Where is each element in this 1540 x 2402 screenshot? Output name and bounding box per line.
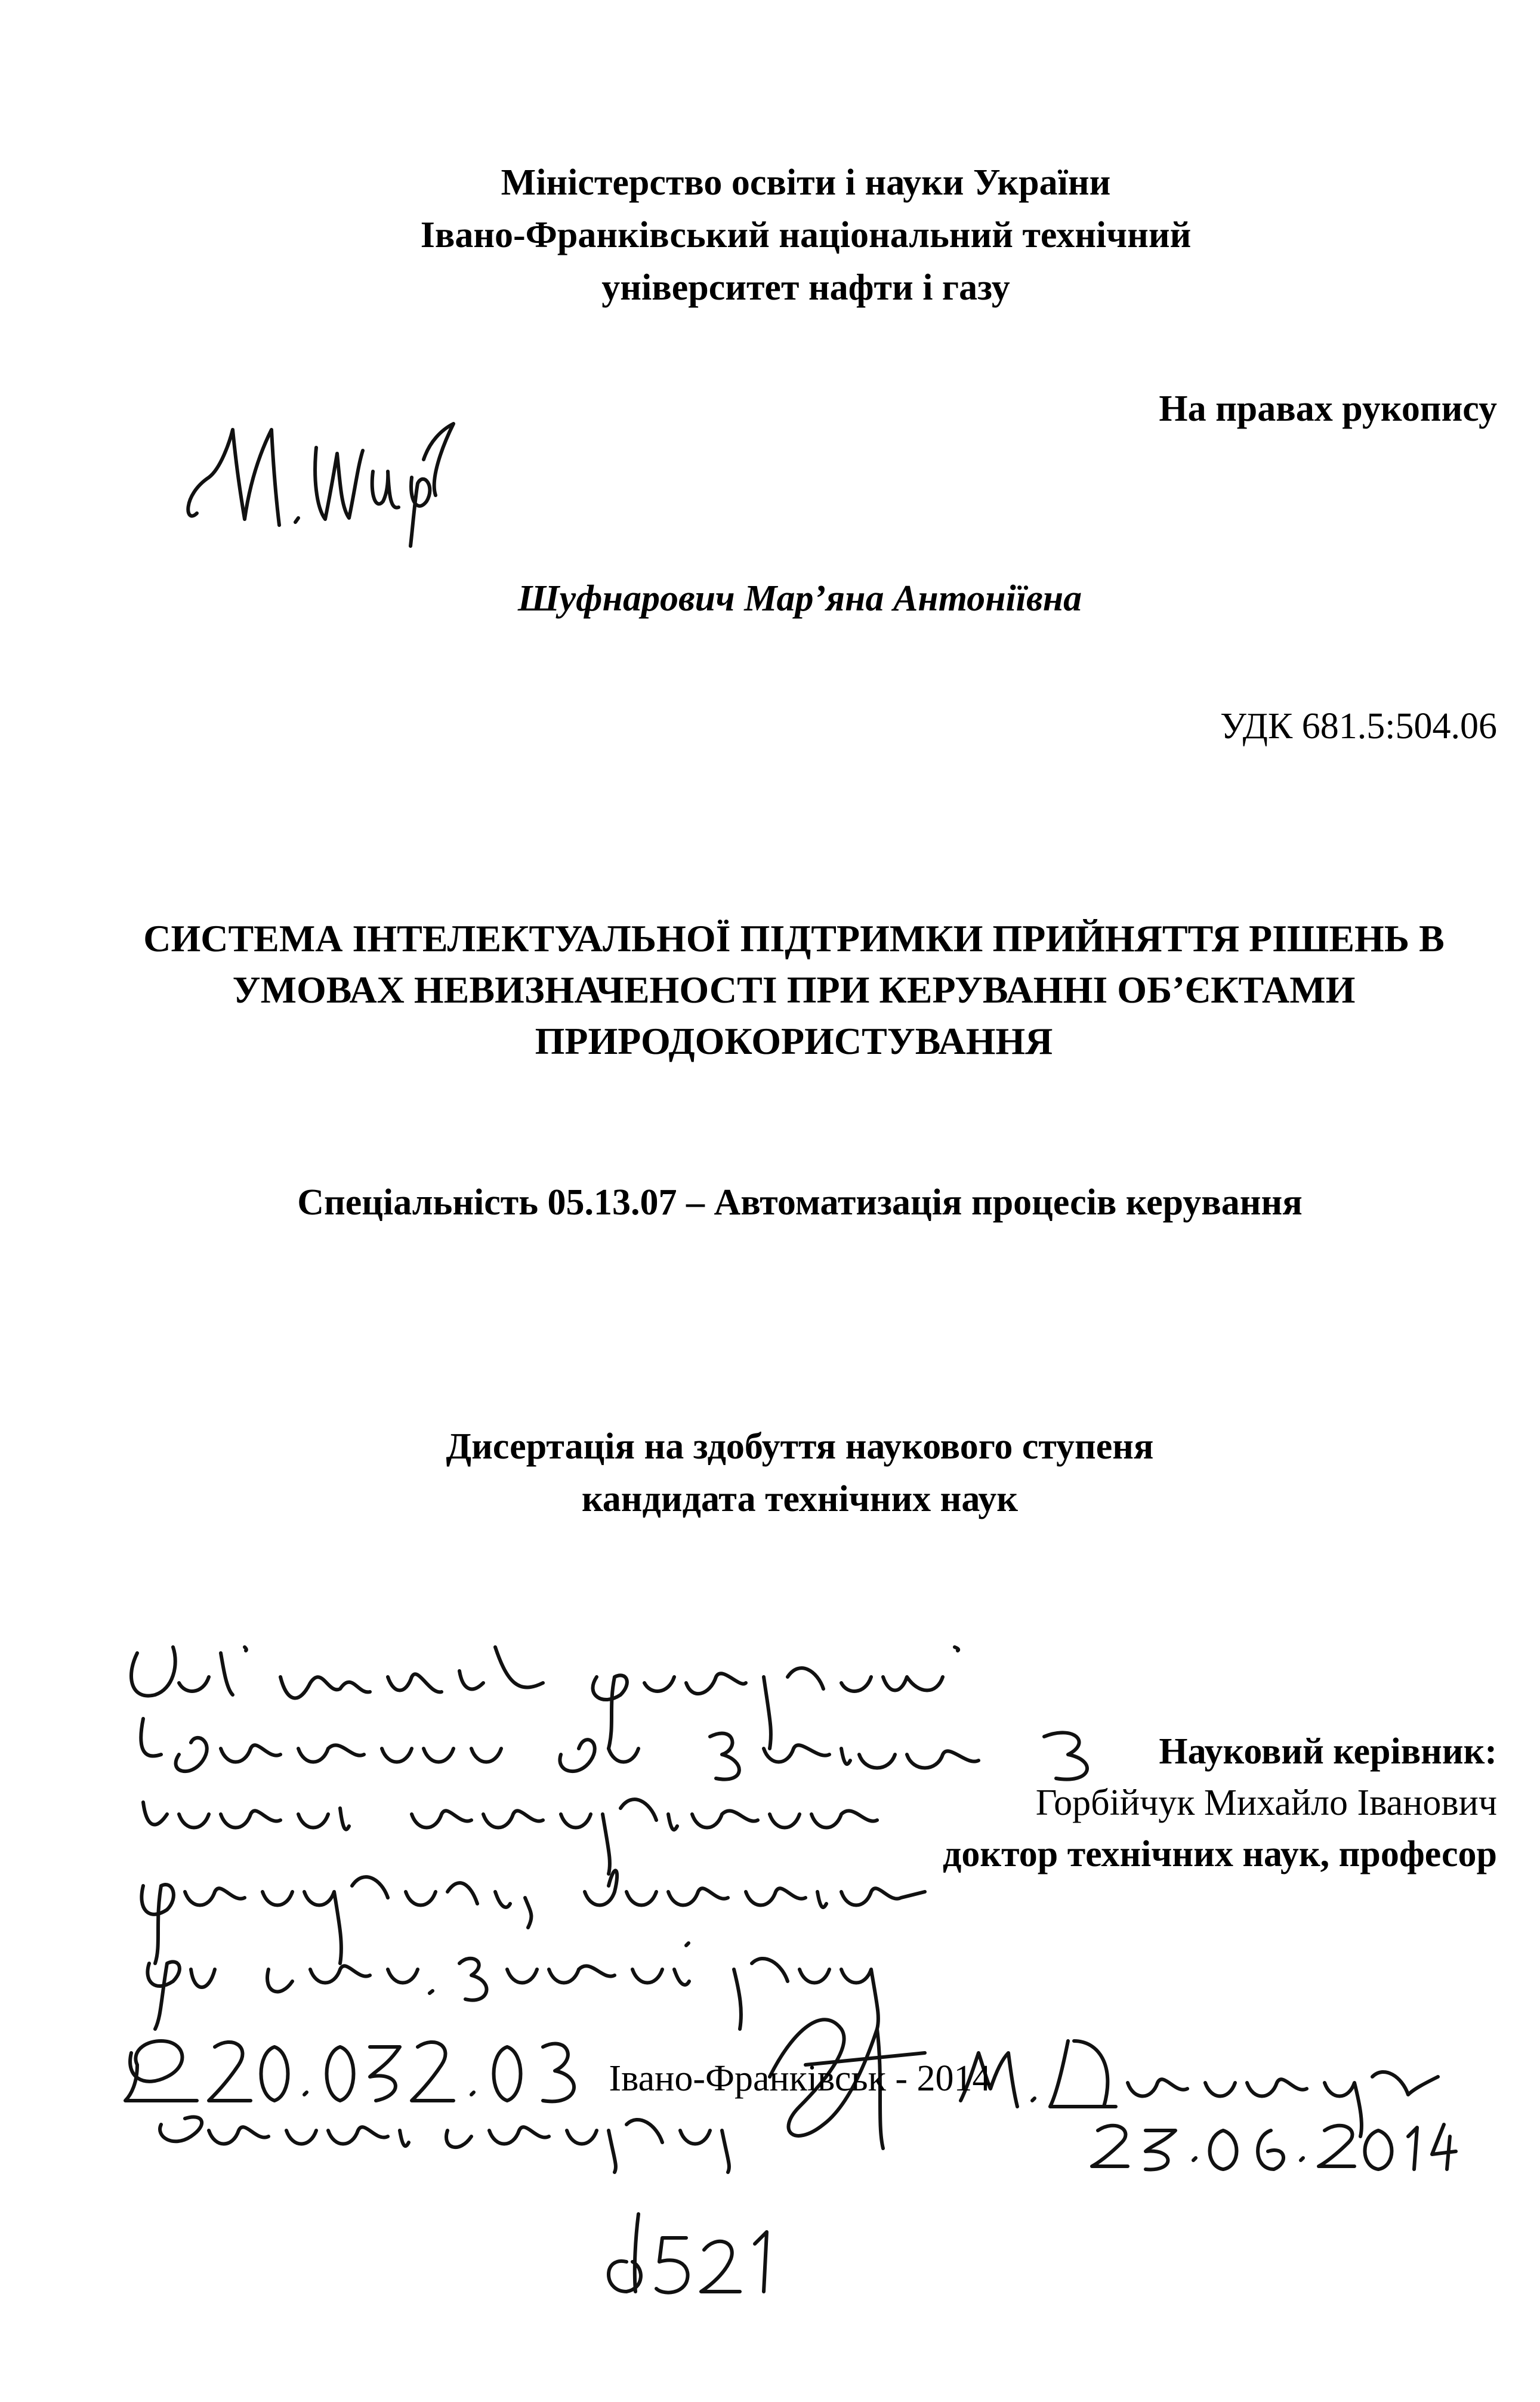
supervisor-label: Науковий керівник: <box>1159 1731 1497 1772</box>
specialty-line: Спеціальність 05.13.07 – Автоматизація процесів керування <box>297 1182 1303 1223</box>
city-year: Івано-Франківськ - 2014 <box>609 2058 991 2099</box>
title-line-1: СИСТЕМА ІНТЕЛЕКТУАЛЬНОЇ ПІДТРИМКИ ПРИЙНЯТТЯ РІШЕНЬ В <box>143 917 1445 960</box>
manuscript-note: На правах рукопису <box>1159 388 1497 429</box>
supervisor-name: Горбійчук Михайло Іванович <box>1035 1783 1497 1823</box>
ministry-line: Міністерство освіти і науки України <box>501 162 1111 203</box>
degree-statement <box>30 1420 1540 1525</box>
university-line-2: університет нафти і газу <box>601 267 1010 308</box>
author-name: Шуфнарович Мар’яна Антоніївна <box>517 578 1082 619</box>
udk-code: УДК 681.5:504.06 <box>1220 706 1497 747</box>
dissertation-title <box>24 913 1540 1067</box>
institution-header <box>36 156 1540 314</box>
university-line-1: Івано-Франківський національний технічний <box>420 215 1192 255</box>
degree-line-2: кандидата технічних наук <box>582 1479 1018 1519</box>
title-line-2: УМОВАХ НЕВИЗНАЧЕНОСТІ ПРИ КЕРУВАННІ ОБ’ЄКТАМИ <box>232 969 1356 1011</box>
title-line-3: ПРИРОДОКОРИСТУВАННЯ <box>535 1020 1053 1062</box>
archive-mark-handwriting <box>591 2202 782 2298</box>
degree-line-1: Дисертація на здобуття наукового ступеня <box>446 1426 1154 1467</box>
author-signature-handwriting <box>173 406 459 549</box>
supervisor-degree: доктор технічних наук, професор <box>943 1834 1497 1874</box>
